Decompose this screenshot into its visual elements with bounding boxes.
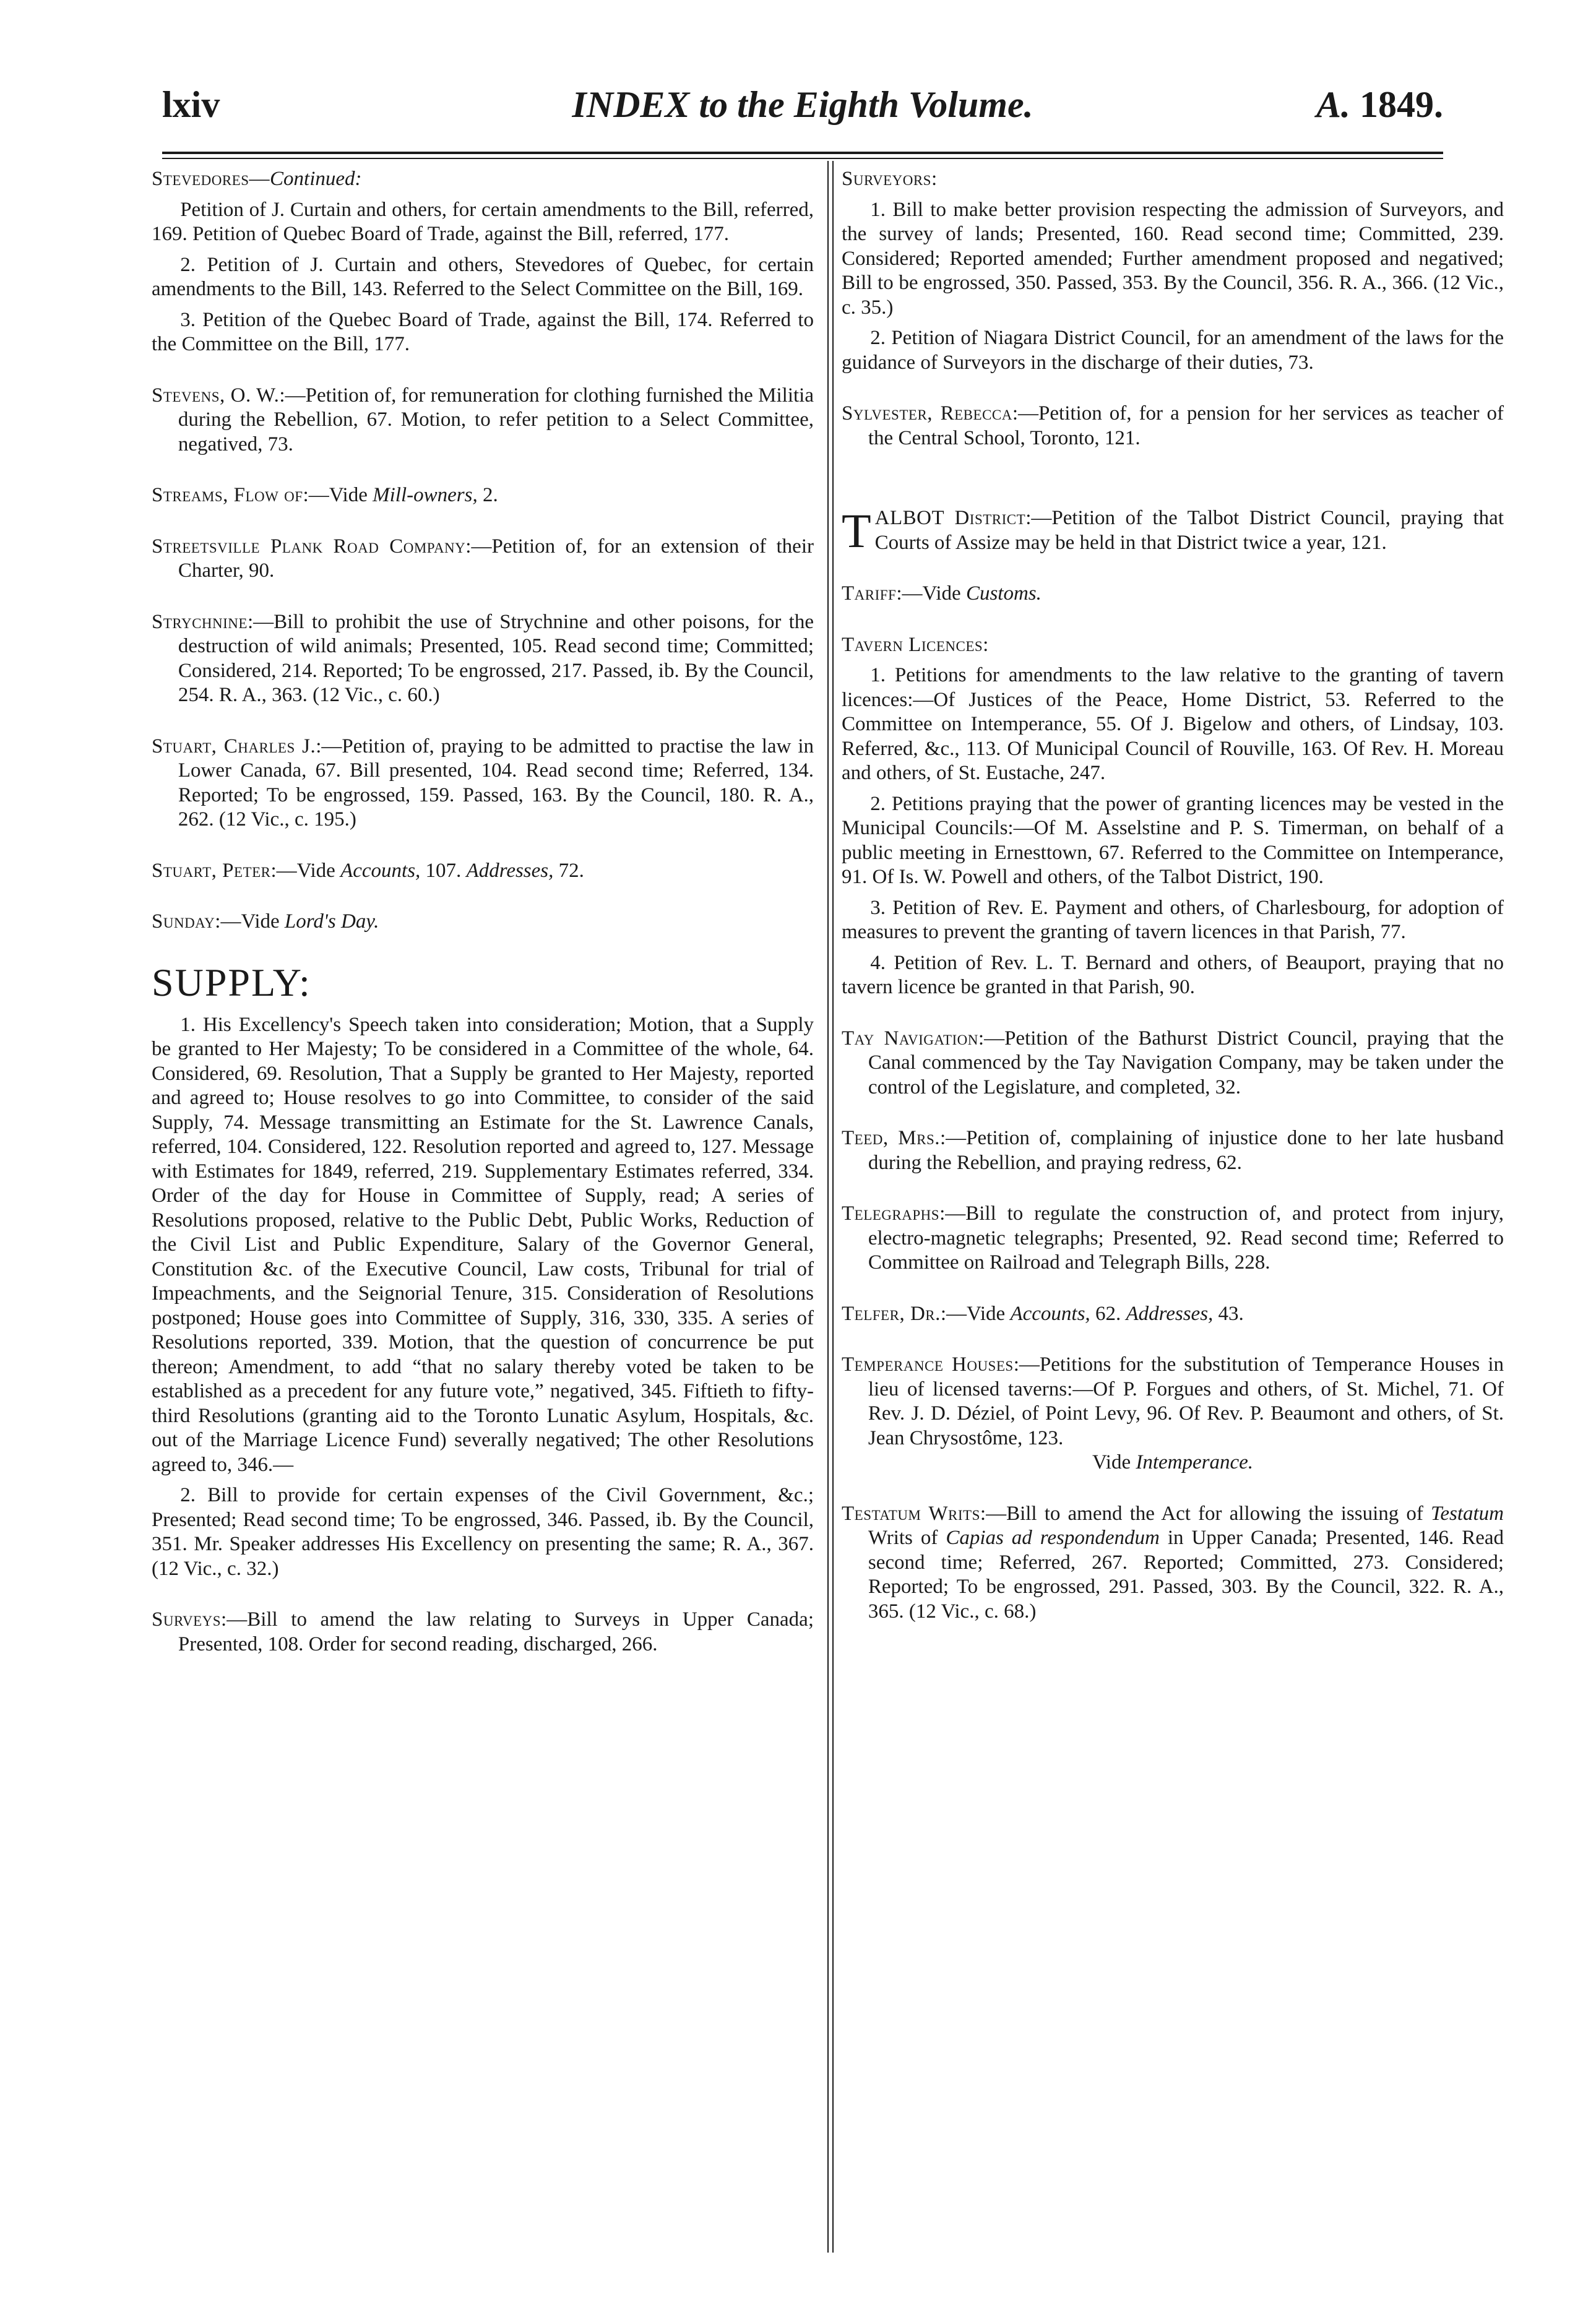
- index-entry-strychnine: [152, 610, 814, 708]
- left-column: [152, 167, 814, 1683]
- cross-reference: Addresses,: [466, 859, 554, 882]
- index-entry-stevens: [152, 384, 814, 457]
- entry-heading: Tavern Licences:: [842, 633, 989, 656]
- index-entry-stuart-charles: [152, 735, 814, 832]
- cross-reference: Accounts,: [1010, 1302, 1090, 1325]
- index-entry-tay-navigation: [842, 1027, 1504, 1100]
- entry-text: :—Petition of the Bathurst District Council, praying that the Canal commenced by the Tay Navigation Company, may be taken under the control of the Legislature, and completed, 32.: [868, 1027, 1504, 1098]
- index-entry-testatum-writs: Testatum Writs:—Bill to amend the Act for allowing the issuing of Testatum Writs of Capias ad respondendum in Upper Canada; Presented, 146. Read second time; Referred, 267. Reported; Committed, 273. Considered; Reported; To be engrossed, 291. Passed, 303. By the Council, 322. R. A., 365. (12 Vic., c. 68.): [842, 1502, 1504, 1623]
- entry-text: :—Petition of, for an extension of their Charter, 90.: [178, 535, 814, 582]
- index-entry-tariff: Tariff:—Vide Customs.: [842, 582, 1042, 605]
- index-entry-surveyors: [842, 167, 1504, 375]
- entry-item: 2. Petition of J. Curtain and others, Stevedores of Quebec, for certain amendments to the Bill, 143. Referred to the Select Committee on the Bill, 169.: [152, 253, 814, 300]
- header-rule-thin: [162, 158, 1443, 159]
- index-entry-telfer: Telfer, Dr.:—Vide Accounts, 62. Addresses, 43.: [842, 1302, 1244, 1325]
- entry-text: :—Petition of, for remuneration for clothing furnished the Militia during the Rebellion, 67. Motion, to refer petition to a Select Committee, negatived, 73.: [178, 384, 814, 455]
- index-entry-stuart-peter: Stuart, Peter:—Vide Accounts, 107. Addresses, 72.: [152, 859, 584, 882]
- entry-text: :—Bill to amend the law relating to Surveys in Upper Canada; Presented, 108. Order for second reading, discharged, 266.: [178, 1608, 814, 1655]
- index-entry-stevedores: Stevedores—Continued: Petition of J. Curtain and others, for certain amendments to the Bill, referred, 169. Petition of Quebec Board of Trade, against the Bill, referred, 177. 2. Petition of J. Curtain and others, Stevedores of Quebec, for certain amendments to the Bill, 143. Referred to the Select Committee on the Bill, 169. 3. Petition of the Quebec Board of Trade, against the Bill, 174. Referred to the Committee on the Bill, 177.: [152, 167, 814, 357]
- entry-heading: Stuart, Peter: [152, 859, 271, 882]
- page-title: INDEX to the Eighth Volume.: [572, 84, 1033, 125]
- vide-reference: Vide Intemperance.: [1092, 1451, 1254, 1473]
- entry-heading: Temperance Houses: [842, 1353, 1014, 1376]
- entry-heading: Tay Navigation: [842, 1027, 978, 1050]
- index-entry-tavern-licences: [842, 633, 1504, 1000]
- entry-heading: Sunday: [152, 910, 215, 933]
- header-rule-thick: [162, 152, 1443, 154]
- index-entry-talbot: [842, 504, 1504, 558]
- entry-heading: Surveyors:: [842, 168, 938, 190]
- entry-item: 1. Bill to make better provision respecting the admission of Surveyors, and the survey of lands; Presented, 160. Read second time; Committed, 239. Considered; Reported amended; Further amendment proposed and negatived; Bill to be engrossed, 350. Passed, 353. By the Council, 356. R. A., 366. (12 Vic., c. 35.): [842, 198, 1504, 319]
- entry-heading: Teed, Mrs.: [842, 1127, 941, 1149]
- page-number: lxiv: [162, 84, 220, 125]
- entry-item: Petition of J. Curtain and others, for certain amendments to the Bill, referred, 169. Petition of Quebec Board of Trade, against the Bill, referred, 177.: [152, 198, 814, 245]
- entry-heading: ALBOT District: [874, 507, 1026, 529]
- entry-heading: Telegraphs: [842, 1202, 940, 1225]
- entry-item: 2. Petitions praying that the power of granting licences may be vested in the Municipal Councils:—Of M. Asselstine and P. S. Timerman, on behalf of a public meeting in Ernesttown, 67. Referred to the Committee on Intemperance, 91. Of Is. W. Powell and others, of the Talbot District, 190.: [842, 792, 1504, 888]
- entry-text: :—Petition of, complaining of injustice done to her late husband during the Rebellion, and praying redress, 62.: [868, 1127, 1504, 1174]
- entry-item: 4. Petition of Rev. L. T. Bernard and others, of Beauport, praying that no tavern licence be granted in that Parish, 90.: [842, 951, 1504, 998]
- entry-heading: Sylvester, Rebecca: [842, 402, 1012, 425]
- entry-heading: Tariff: [842, 582, 897, 605]
- cross-reference: Customs.: [965, 582, 1042, 605]
- index-entry-streams: Streams, Flow of:—Vide Mill-owners, 2.: [152, 484, 498, 506]
- index-entry-streetsville: [152, 535, 814, 584]
- entry-item: 2. Bill to provide for certain expenses of the Civil Government, &c.; Presented; Read second time; To be engrossed, 346. Passed, ib. By the Council, 351. Mr. Speaker addresses His Excellency on presenting the same; R. A., 367. (12 Vic., c. 32.): [152, 1484, 814, 1580]
- page-year: A. 1849.: [1316, 84, 1443, 125]
- entry-text: :—Petitions for the substitution of Temperance Houses in lieu of licensed taverns:—Of P. Forgues and others, of St. Michel, 71. Of Rev. J. D. Déziel, of Point Levy, 96. Of Rev. P. Beaumont and others, of St. Jean Chrysostôme, 123.: [868, 1353, 1504, 1449]
- entry-text: :—Petition of, for a pension for her services as teacher of the Central School, Toronto, 121.: [868, 402, 1504, 449]
- cross-reference: Mill-owners,: [373, 484, 478, 506]
- entry-heading: Surveys: [152, 1608, 222, 1631]
- entry-heading: Stevens, O. W.: [152, 384, 280, 407]
- entry-text: :—Petition of the Talbot District Council, praying that Courts of Assize may be held in that District twice a year, 121.: [874, 507, 1504, 554]
- entry-heading: Testatum Writs: [842, 1502, 980, 1525]
- cross-reference: Lord's Day.: [284, 910, 379, 933]
- index-entry-sunday: Sunday:—Vide Lord's Day.: [152, 910, 379, 933]
- entry-heading: Streetsville Plank Road Company: [152, 535, 466, 558]
- entry-text: :—Petition of, praying to be admitted to practise the law in Lower Canada, 67. Bill presented, 104. Read second time; Referred, 134. Reported; To be engrossed, 159. Passed, 163. By the Council, 180. R. A., 262. (12 Vic., c. 195.): [178, 735, 814, 830]
- cross-reference: Accounts,: [340, 859, 421, 882]
- entry-heading: Telfer, Dr.: [842, 1302, 941, 1325]
- entry-item: 3. Petition of Rev. E. Payment and others, of Charlesbourg, for adoption of measures to prevent the granting of tavern licences in that Parish, 77.: [842, 896, 1504, 943]
- entry-text: :—Bill to prohibit the use of Strychnine and other poisons, for the destruction of wild animals; Presented, 105. Read second time; Committed; Considered, 214. Reported; To be engrossed, 217. Passed, ib. By the Council, 254. R. A., 363. (12 Vic., c. 60.): [178, 610, 814, 706]
- index-entry-telegraphs: [842, 1202, 1504, 1275]
- right-column: [842, 167, 1504, 1650]
- index-entry-supply: [152, 961, 814, 1582]
- entry-heading: Stevedores—: [152, 168, 270, 190]
- entry-heading: Streams, Flow of: [152, 484, 303, 506]
- index-entry-teed: [842, 1126, 1504, 1175]
- entry-item: 3. Petition of the Quebec Board of Trade, against the Bill, 174. Referred to the Committee on the Bill, 177.: [152, 308, 814, 355]
- entry-item: 1. His Excellency's Speech taken into consideration; Motion, that a Supply be granted to Her Majesty; To be considered in a Committee of the whole, 64. Considered, 69. Resolution, That a Supply be granted to Her Majesty, reported and agreed to; House resolves to go into Committee, to consider of the said Supply, 74. Message transmitting an Estimate for the St. Lawrence Canals, referred, 104. Considered, 122. Resolution reported and agreed to, 127. Message with Estimates for 1849, referred, 219. Supplementary Estimates referred, 334. Order of the day for House in Committee of Supply, read; A series of Resolutions proposed, relative to the Public Debt, Public Works, Reduction of the Civil List and Public Expenditure, Salary of the Governor General, Constitution &c. of the Executive Council, Law costs, Tribunal for trial of Impeachments, and the Seignorial Tenure, 315. Consideration of Resolutions postponed; House goes into Committee of Supply, 316, 330, 335. A series of Resolutions reported, 339. Motion, that the question of concurrence be put thereon; Amendment, to add “that no salary thereby voted be taken to be established as a precedent for any future vote,” negatived, 345. Fiftieth to fifty-third Resolutions (granting aid to the Toronto Lunatic Asylum, Hospitals, &c. out of the Marriage Licence Fund) severally negatived; The other Resolutions agreed to, 346.—: [152, 1013, 814, 1476]
- entry-item: 1. Petitions for amendments to the law relative to the granting of tavern licences:—Of Justices of the Peace, Home District, 53. Referred to the Committee on Intemperance, 55. Of J. Bigelow and others, of Lindsay, 103. Referred, &c., 113. Of Municipal Council of Rouville, 163. Of Rev. H. Moreau and others, of St. Eustache, 247.: [842, 664, 1504, 784]
- section-heading-supply: SUPPLY:: [152, 960, 311, 1004]
- index-entry-temperance-houses: [842, 1353, 1504, 1475]
- index-entry-sylvester: [842, 402, 1504, 451]
- entry-item: 2. Petition of Niagara District Council, for an amendment of the laws for the guidance of Surveyors in the discharge of their duties, 73.: [842, 327, 1504, 374]
- cross-reference: Addresses,: [1126, 1302, 1214, 1325]
- drop-cap: T: [842, 504, 871, 558]
- column-divider: [827, 161, 834, 2253]
- entry-text: :—Bill to regulate the construction of, and protect from injury, electro-magnetic telegraphs; Presented, 92. Read second time; Referred to Committee on Railroad and Telegraph Bills, 228.: [868, 1202, 1504, 1274]
- entry-heading: Stuart, Charles J.: [152, 735, 316, 757]
- index-entry-surveys: [152, 1608, 814, 1657]
- page-header: [162, 84, 1443, 133]
- entry-heading: Strychnine: [152, 610, 248, 633]
